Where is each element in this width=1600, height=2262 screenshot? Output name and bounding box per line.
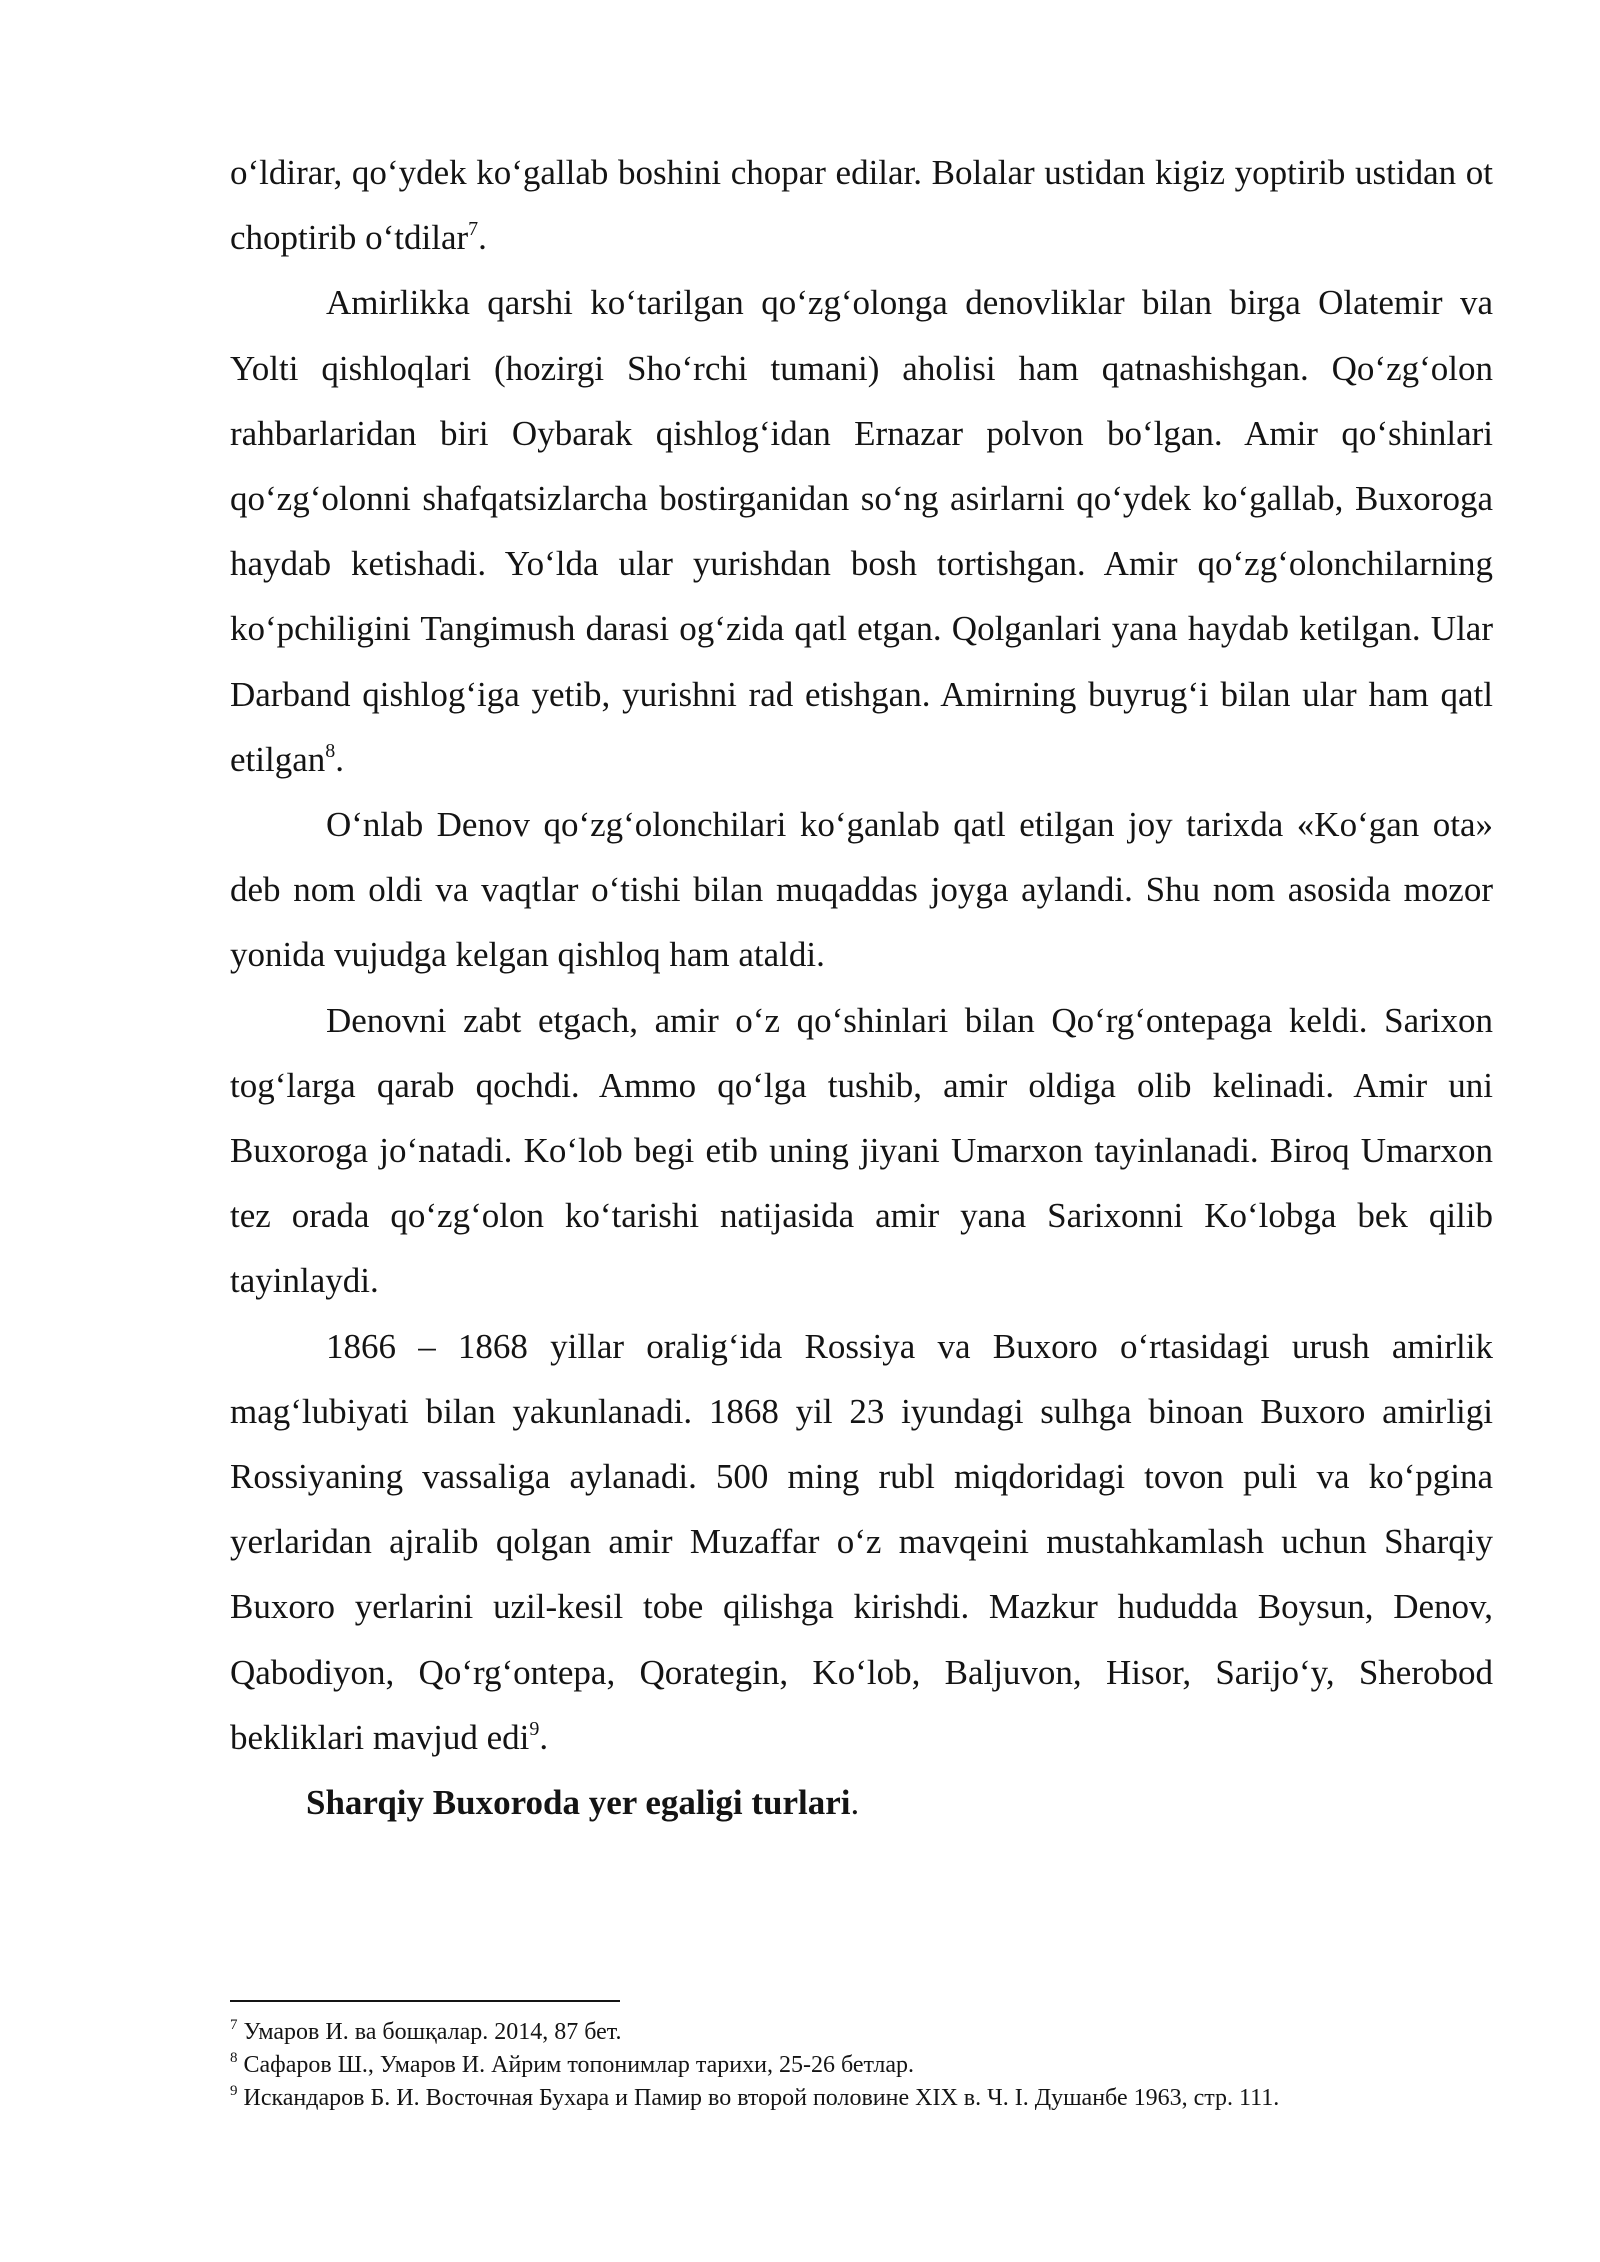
- footnote-number: 9: [230, 2083, 238, 2099]
- paragraph-2-text: Amirlikka qarshi koʻtarilgan qoʻzgʻolonga denovliklar bilan birga Olatemir va Yolti qishloqlari (hozirgi Shoʻrchi tumani) aholisi ham qatnashishgan. Qoʻzgʻolon rahbarlaridan biri Oybarak qishlogʻidan Ernazar polvon boʻlgan. Amir qoʻshinlari qoʻzgʻolonni shafqatsizlarcha bostirganidan soʻng asirlarni qoʻydek koʻgallab, Buxoroga haydab ketishadi. Yoʻlda ular yurishdan bosh tortishgan. Amir qoʻzgʻolonchilarning koʻpchiligini Tangimush darasi ogʻzida qatl etgan. Qolganlari yana haydab ketilgan. Ular Darband qishlogʻiga yetib, yurishni rad etishgan. Amirning buyrugʻi bilan ular ham qatl etilgan: [230, 283, 1493, 779]
- paragraph-2: [230, 270, 1493, 792]
- footnote-text: Умаров И. ва бошқалар. 2014, 87 бет.: [243, 2019, 622, 2045]
- paragraph-2-end: .: [335, 739, 344, 779]
- footnote-9: [230, 2082, 1493, 2115]
- paragraph-4: [230, 988, 1493, 1314]
- paragraph-1-text: oʻldirar, qoʻydek koʻgallab boshini chopar edilar. Bolalar ustidan kigiz yoptirib ustidan ot choptirib oʻtdilar: [230, 153, 1493, 258]
- footnote-number: 7: [230, 2017, 238, 2033]
- footnote-ref-8[interactable]: 8: [325, 739, 336, 762]
- footnote-ref-9[interactable]: 9: [529, 1717, 540, 1740]
- paragraph-5: [230, 1314, 1493, 1770]
- paragraph-3: [230, 792, 1493, 988]
- paragraph-1: [230, 140, 1493, 270]
- paragraph-5-text: 1866 – 1868 yillar oraligʻida Rossiya va Buxoro oʻrtasidagi urush amirlik magʻlubiyati bilan yakunlanadi. 1868 yil 23 iyundagi sulhga binoan Buxoro amirligi Rossiyaning vassaliga aylanadi. 500 ming rubl miqdoridagi tovon puli va koʻpgina yerlaridan ajralib qolgan amir Muzaffar oʻz mavqeini mustahkamlash uchun Sharqiy Buxoro yerlarini uzil-kesil tobe qilishga kirishdi. Mazkur hududda Boysun, Denov, Qabodiyon, Qoʻrgʻontepa, Qorategin, Koʻlob, Baljuvon, Hisor, Sarijoʻy, Sherobod bekliklari mavjud edi: [230, 1326, 1493, 1757]
- footnote-text: Сафаров Ш., Умаров И. Айрим топонимлар тарихи, 25-26 бетлар.: [243, 2052, 915, 2078]
- paragraph-4-text: Denovni zabt etgach, amir oʻz qoʻshinlari bilan Qoʻrgʻontepaga keldi. Sarixon togʻlarga qarab qochdi. Ammo qoʻlga tushib, amir oldiga olib kelinadi. Amir uni Buxoroga joʻnatadi. Koʻlob begi etib uning jiyani Umarxon tayinlanadi. Biroq Umarxon tez orada qoʻzgʻolon koʻtarishi natijasida amir yana Sarixonni Koʻlobga bek qilib tayinlaydi.: [230, 1000, 1493, 1301]
- footnote-number: 8: [230, 2050, 238, 2066]
- section-heading: [230, 1770, 1493, 1835]
- footnote-ref-7[interactable]: 7: [468, 218, 479, 241]
- document-body: [230, 140, 1493, 1835]
- paragraph-5-end: .: [539, 1717, 549, 1757]
- section-heading-text: Sharqiy Buxoroda yer egaligi turlari: [306, 1783, 851, 1823]
- paragraph-1-end: .: [478, 218, 487, 258]
- footnote-text: Искандаров Б. И. Восточная Бухара и Памир во второй половине XIX в. Ч. I. Душанбе 1963, стр. 111.: [243, 2085, 1280, 2111]
- footnote-8: [230, 2049, 1493, 2082]
- footnote-7: [230, 2016, 1493, 2049]
- footnotes: [230, 2000, 1493, 2115]
- footnote-separator: [230, 2000, 620, 2002]
- section-heading-end: .: [850, 1783, 860, 1823]
- paragraph-3-text: Oʻnlab Denov qoʻzgʻolonchilari koʻganlab qatl etilgan joy tarixda «Koʻgan ota» deb nom oldi va vaqtlar oʻtishi bilan muqaddas joyga aylandi. Shu nom asosida mozor yonida vujudga kelgan qishloq ham ataldi.: [230, 805, 1493, 975]
